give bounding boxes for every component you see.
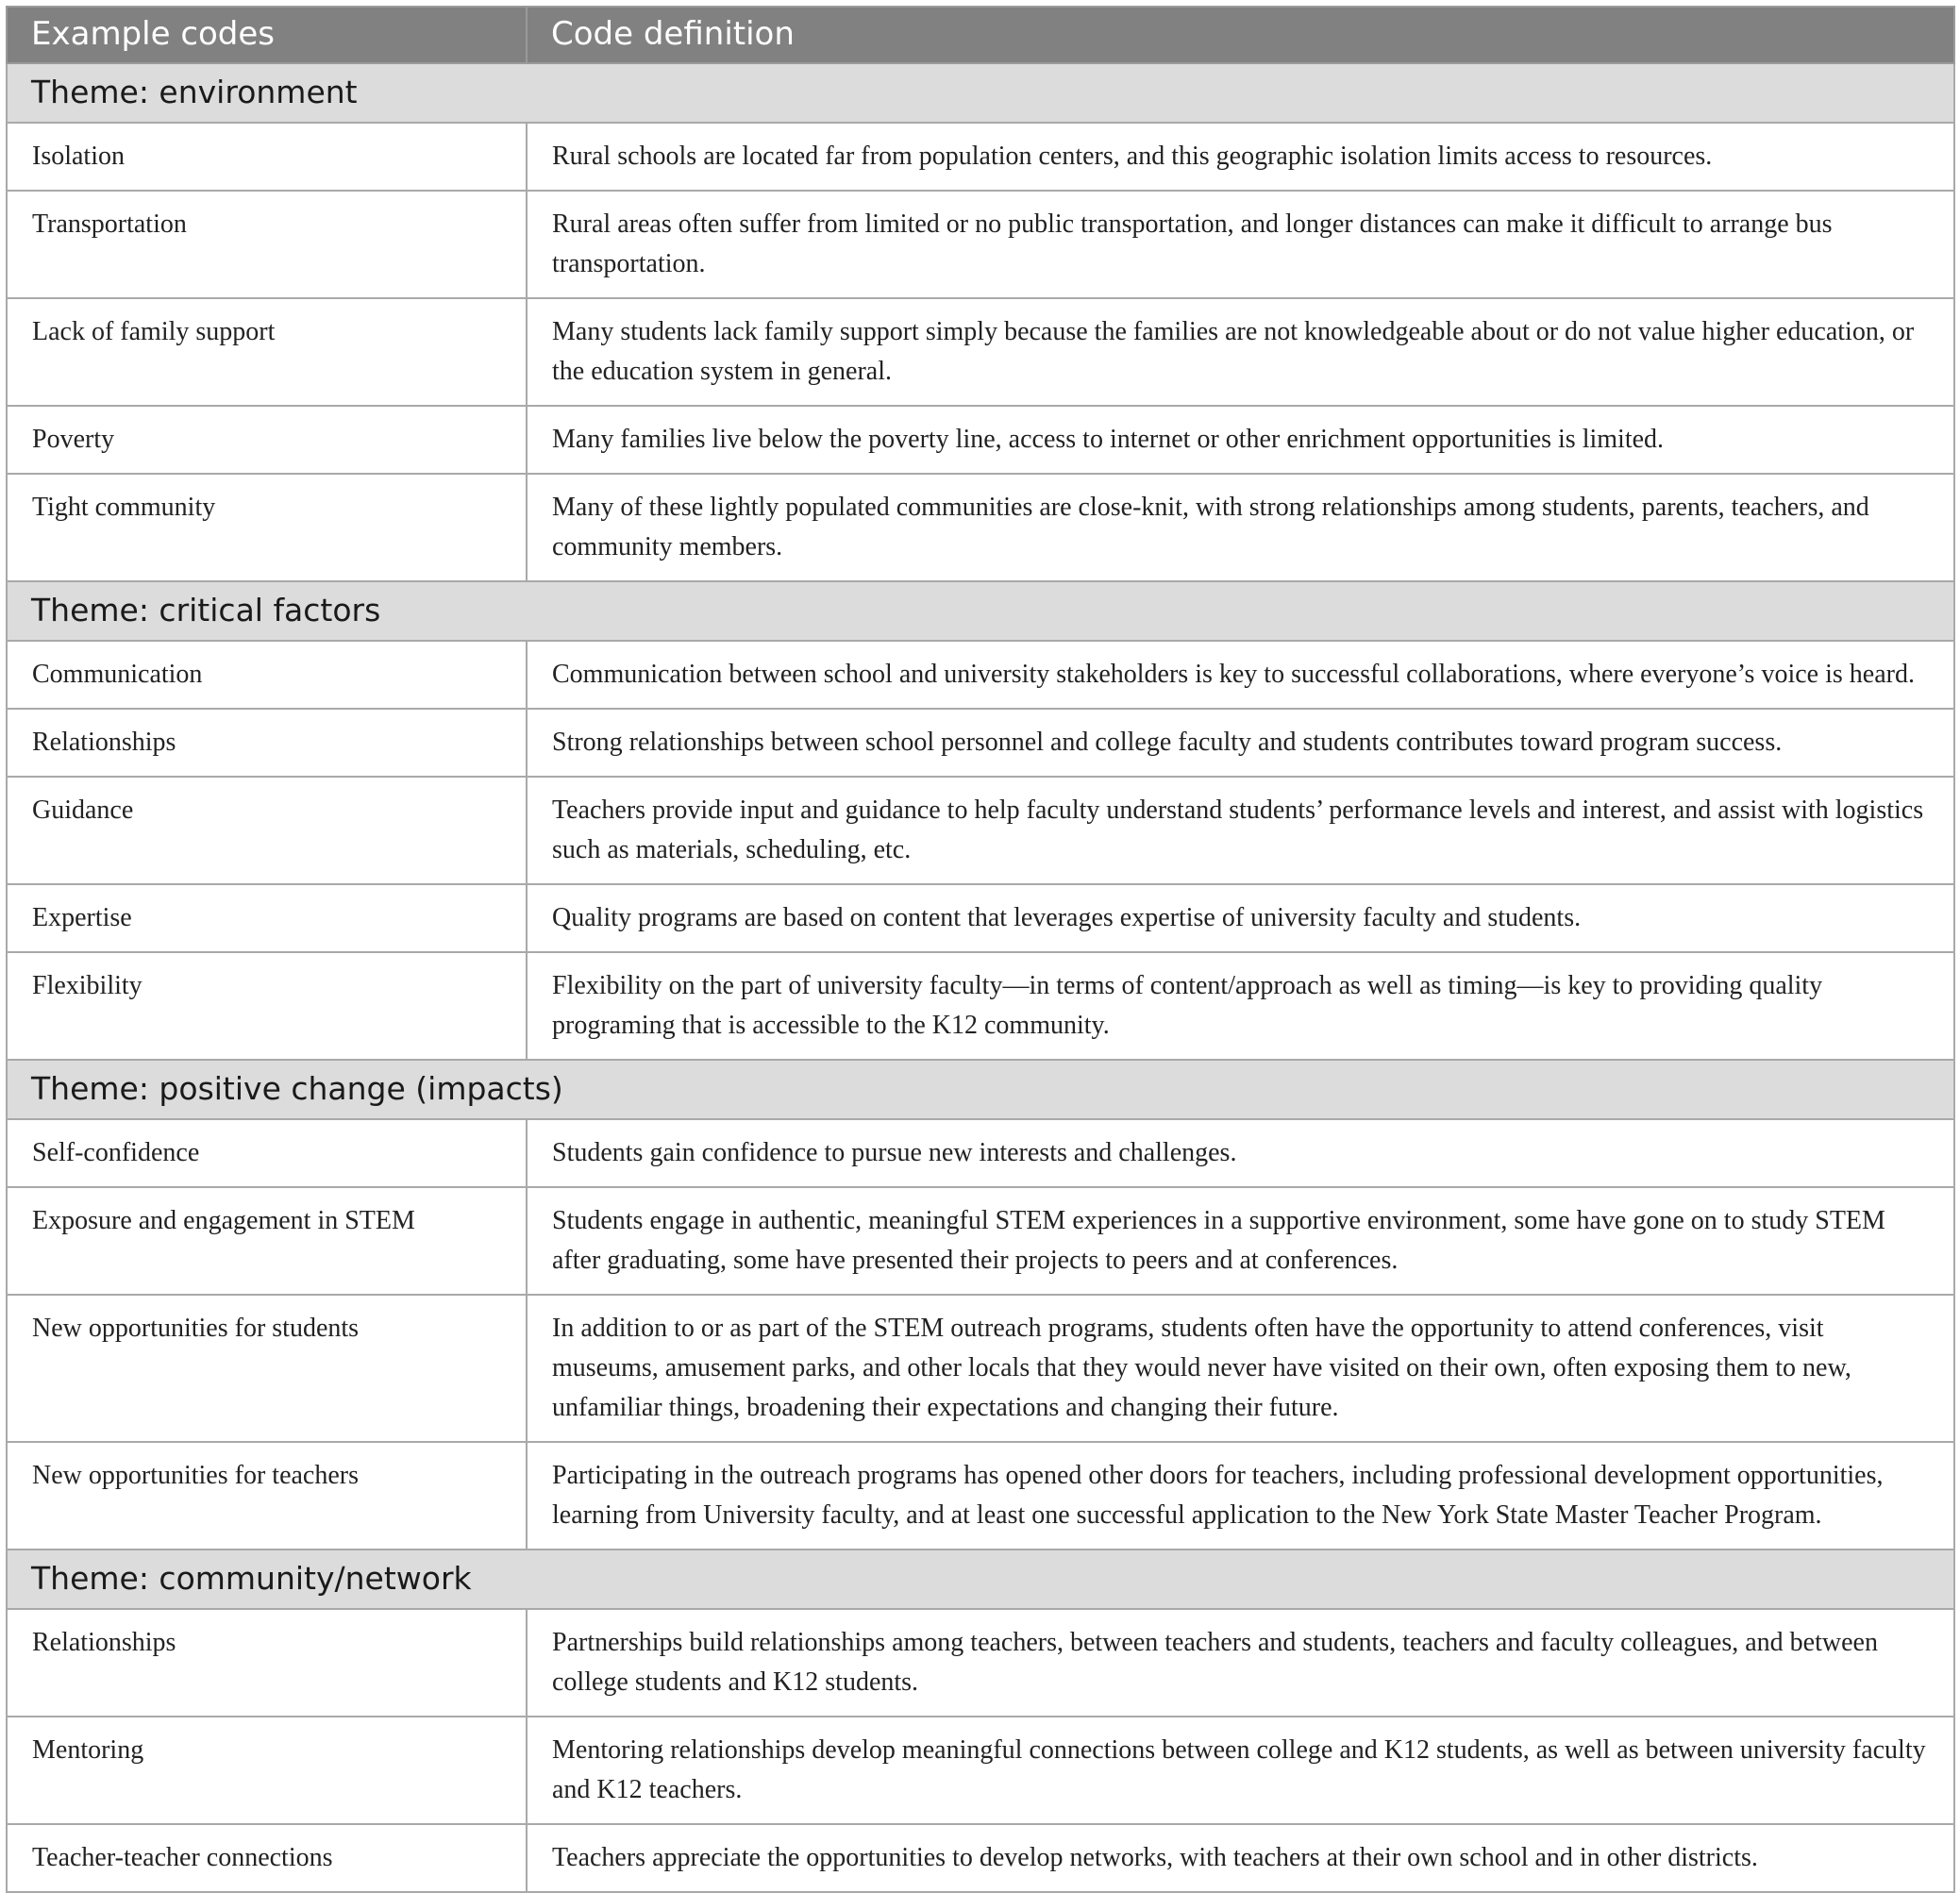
theme-label: Theme: positive change (impacts) bbox=[7, 1060, 1954, 1119]
header-example-codes: Example codes bbox=[7, 7, 527, 63]
definition-cell: Flexibility on the part of university faculty—in terms of content/approach as well as timing—is key to providing quality programing that is accessible to the K12 community. bbox=[527, 952, 1954, 1060]
code-cell: Poverty bbox=[7, 406, 527, 474]
definition-cell: Students gain confidence to pursue new interests and challenges. bbox=[527, 1119, 1954, 1187]
table-row bbox=[7, 884, 1954, 952]
table-header-row bbox=[7, 7, 1954, 63]
definition-cell: Communication between school and university stakeholders is key to successful collaborations, where everyone’s voice is heard. bbox=[527, 641, 1954, 709]
table-row bbox=[7, 1187, 1954, 1295]
theme-label: Theme: environment bbox=[7, 63, 1954, 123]
code-cell: Guidance bbox=[7, 777, 527, 884]
definition-cell: Many families live below the poverty line, access to internet or other enrichment opportunities is limited. bbox=[527, 406, 1954, 474]
code-cell: Tight community bbox=[7, 474, 527, 581]
theme-row bbox=[7, 581, 1954, 641]
code-cell: Relationships bbox=[7, 709, 527, 777]
code-cell: Exposure and engagement in STEM bbox=[7, 1187, 527, 1295]
code-cell: Mentoring bbox=[7, 1717, 527, 1824]
definition-cell: Mentoring relationships develop meaningful connections between college and K12 students, as well as between university faculty and K12 teachers. bbox=[527, 1717, 1954, 1824]
table-row bbox=[7, 709, 1954, 777]
table-row bbox=[7, 1119, 1954, 1187]
theme-row bbox=[7, 1060, 1954, 1119]
definition-cell: Teachers provide input and guidance to help faculty understand students’ performance levels and interest, and assist with logistics such as materials, scheduling, etc. bbox=[527, 777, 1954, 884]
theme-row bbox=[7, 63, 1954, 123]
table-row bbox=[7, 406, 1954, 474]
table-row bbox=[7, 1609, 1954, 1717]
code-cell: Communication bbox=[7, 641, 527, 709]
code-cell: Teacher-teacher connections bbox=[7, 1824, 527, 1892]
code-cell: Relationships bbox=[7, 1609, 527, 1717]
table-row bbox=[7, 1824, 1954, 1892]
theme-label: Theme: critical factors bbox=[7, 581, 1954, 641]
table-row bbox=[7, 123, 1954, 191]
table-row bbox=[7, 641, 1954, 709]
definition-cell: Many of these lightly populated communities are close-knit, with strong relationships among students, parents, teachers, and community members. bbox=[527, 474, 1954, 581]
definition-cell: Students engage in authentic, meaningful STEM experiences in a supportive environment, some have gone on to study STEM after graduating, some have presented their projects to peers and at conferences. bbox=[527, 1187, 1954, 1295]
code-cell: Expertise bbox=[7, 884, 527, 952]
codes-table bbox=[6, 6, 1955, 1893]
table-row bbox=[7, 1295, 1954, 1442]
theme-row bbox=[7, 1550, 1954, 1609]
definition-cell: Strong relationships between school personnel and college faculty and students contributes toward program success. bbox=[527, 709, 1954, 777]
table-row bbox=[7, 1442, 1954, 1550]
definition-cell: Many students lack family support simply because the families are not knowledgeable about or do not value higher education, or the education system in general. bbox=[527, 298, 1954, 406]
code-cell: Flexibility bbox=[7, 952, 527, 1060]
definition-cell: In addition to or as part of the STEM outreach programs, students often have the opportunity to attend conferences, visit museums, amusement parks, and other locals that they would never have visited on their own, often exposing them to new, unfamiliar things, broadening their expectations and changing their future. bbox=[527, 1295, 1954, 1442]
table-row bbox=[7, 952, 1954, 1060]
code-cell: Isolation bbox=[7, 123, 527, 191]
table-row bbox=[7, 777, 1954, 884]
code-cell: Lack of family support bbox=[7, 298, 527, 406]
code-cell: Transportation bbox=[7, 191, 527, 298]
definition-cell: Teachers appreciate the opportunities to develop networks, with teachers at their own school and in other districts. bbox=[527, 1824, 1954, 1892]
definition-cell: Partnerships build relationships among teachers, between teachers and students, teachers and faculty colleagues, and between college students and K12 students. bbox=[527, 1609, 1954, 1717]
code-cell: Self-confidence bbox=[7, 1119, 527, 1187]
table-row bbox=[7, 474, 1954, 581]
header-code-definition: Code definition bbox=[527, 7, 1954, 63]
code-cell: New opportunities for students bbox=[7, 1295, 527, 1442]
definition-cell: Rural areas often suffer from limited or no public transportation, and longer distances can make it difficult to arrange bus transportation. bbox=[527, 191, 1954, 298]
definition-cell: Quality programs are based on content that leverages expertise of university faculty and students. bbox=[527, 884, 1954, 952]
table-row bbox=[7, 1717, 1954, 1824]
definition-cell: Rural schools are located far from population centers, and this geographic isolation limits access to resources. bbox=[527, 123, 1954, 191]
definition-cell: Participating in the outreach programs has opened other doors for teachers, including professional development opportunities, learning from University faculty, and at least one successful application to the New York State Master Teacher Program. bbox=[527, 1442, 1954, 1550]
codes-table-container bbox=[6, 6, 1953, 1893]
table-row bbox=[7, 298, 1954, 406]
code-cell: New opportunities for teachers bbox=[7, 1442, 527, 1550]
theme-label: Theme: community/network bbox=[7, 1550, 1954, 1609]
table-row bbox=[7, 191, 1954, 298]
